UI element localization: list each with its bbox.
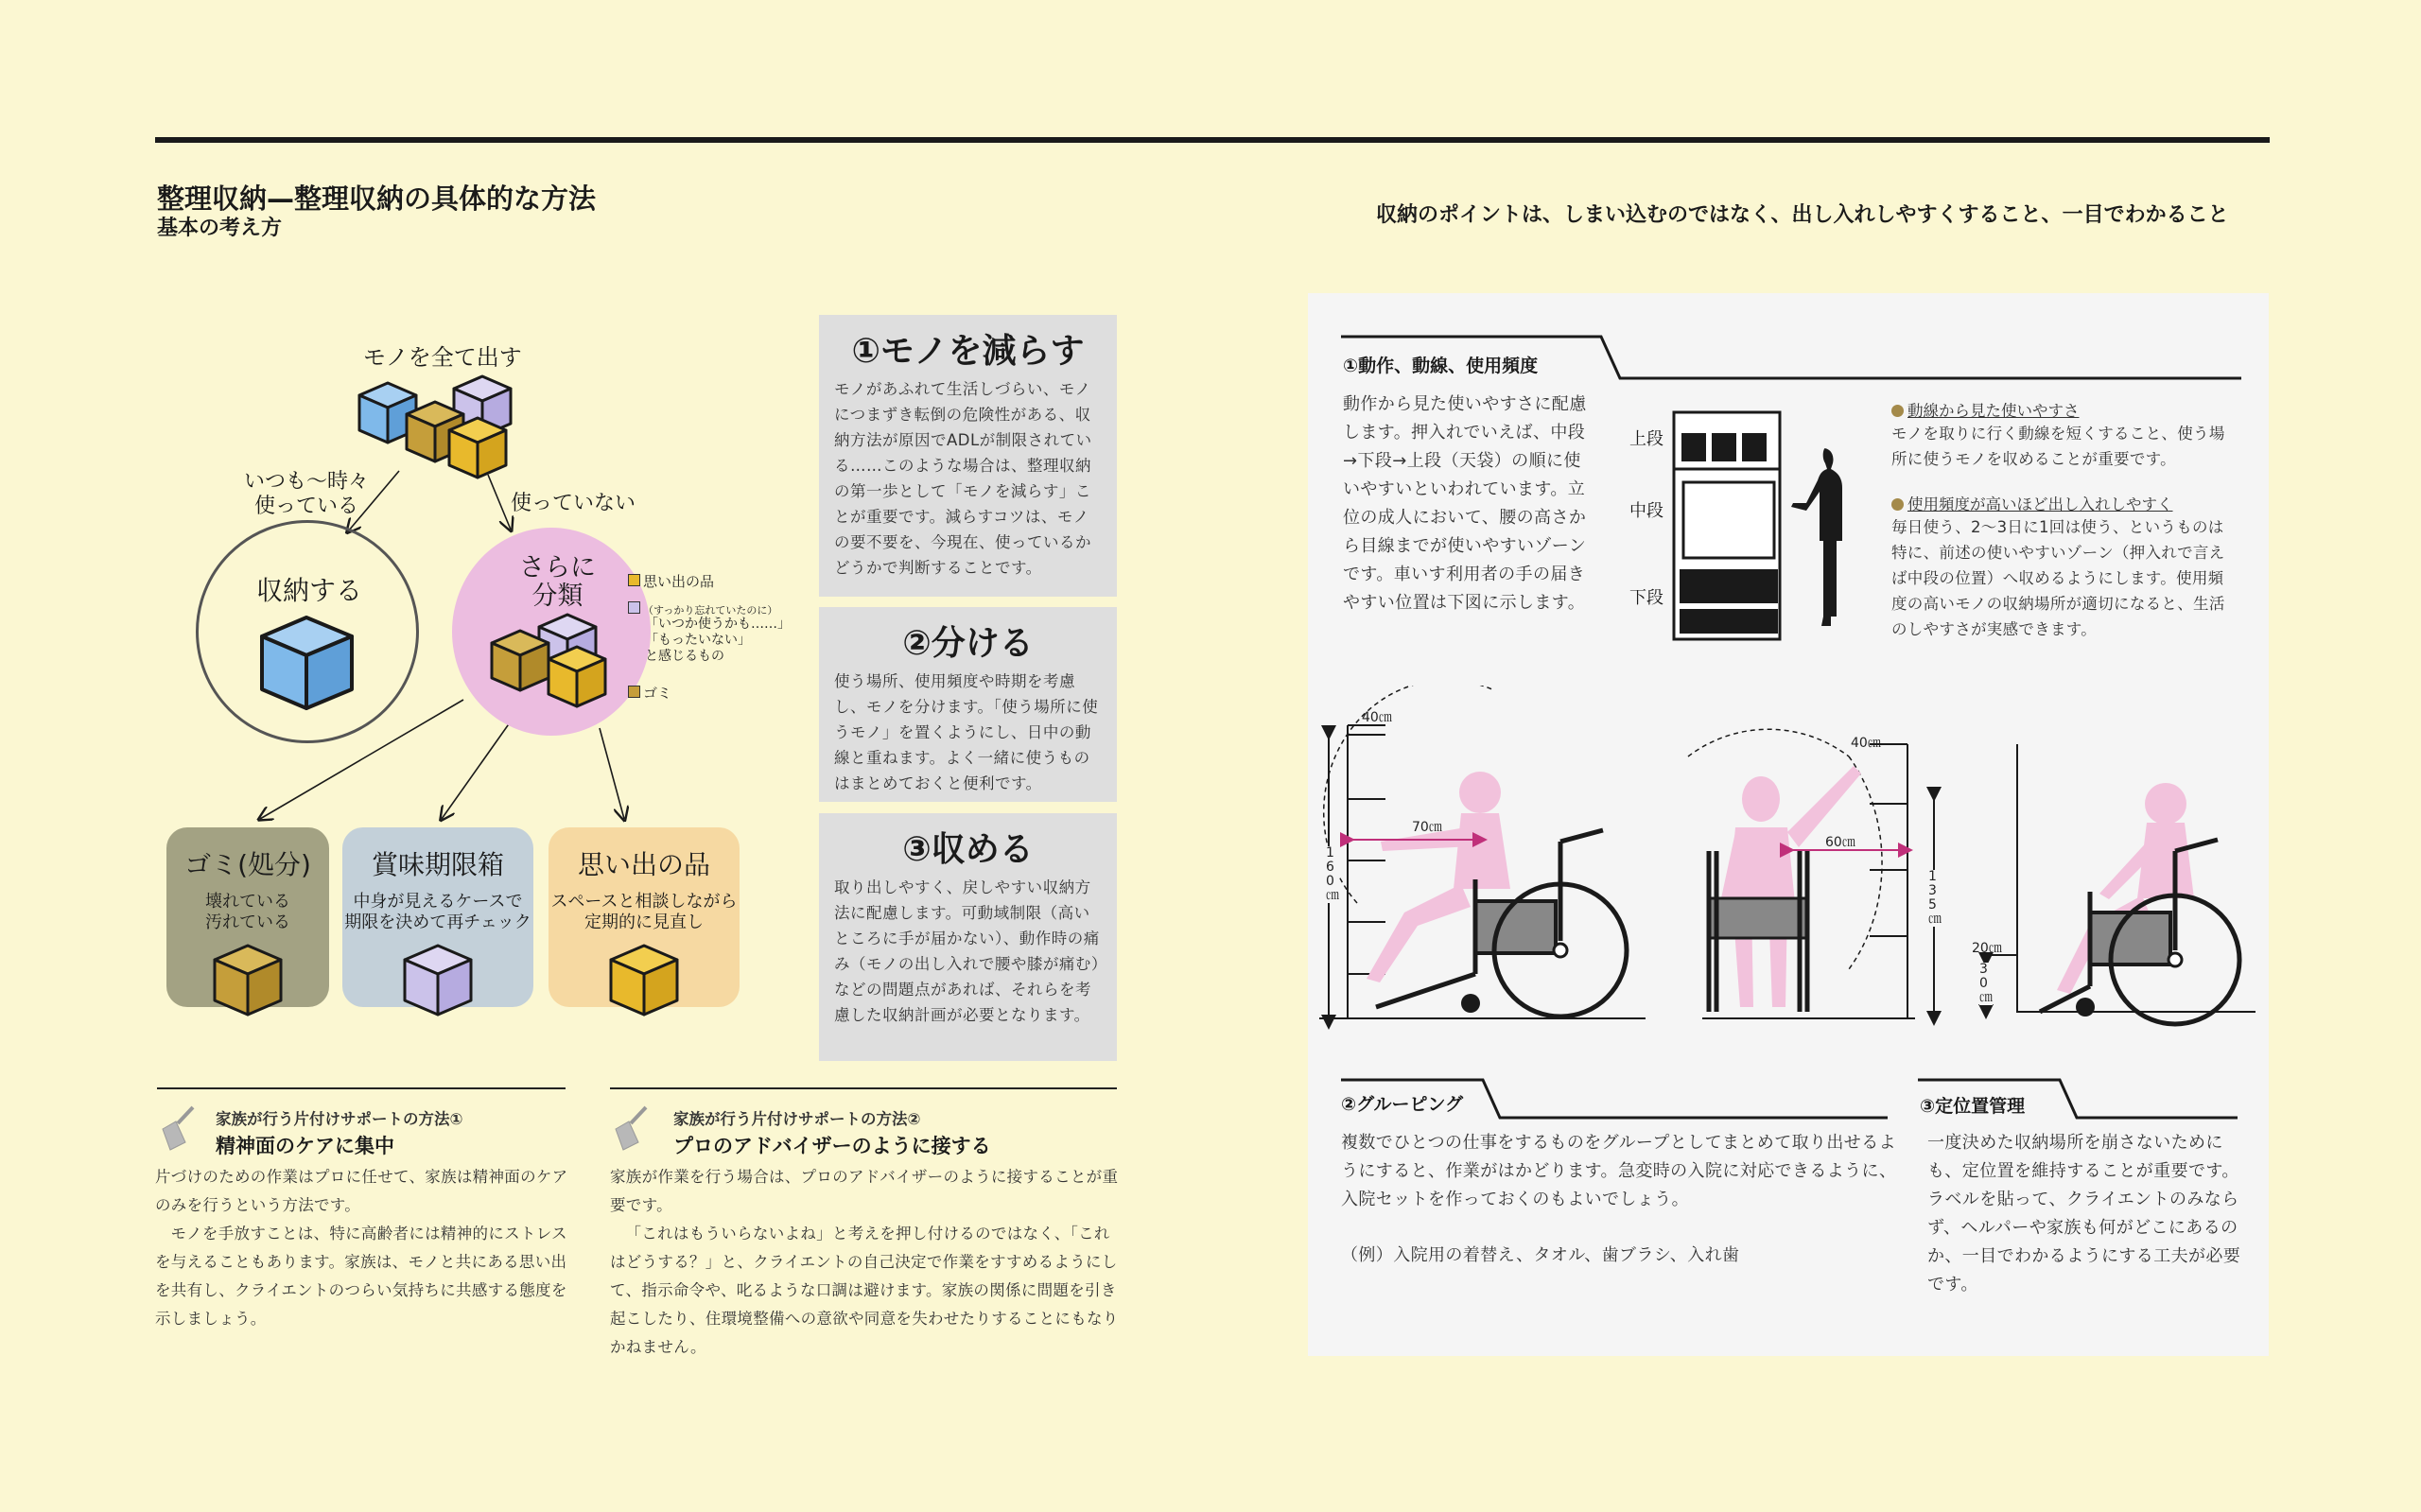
legend-forgotten-items: 「いつか使うかも……」 「もったいない」 と感じるもの xyxy=(645,617,791,664)
bullet1-head: 動線から見た使いやすさ xyxy=(1891,398,2080,421)
support2-label: 家族が行う片付けサポートの方法② xyxy=(673,1110,921,1128)
store-label: 収納する xyxy=(256,575,363,606)
support2-rule xyxy=(610,1087,1117,1089)
category-desc: スペースと相談しながら 定期的に見直し xyxy=(550,892,738,932)
dim-70: 70㎝ xyxy=(1412,820,1442,835)
category-title: 思い出の品 xyxy=(577,849,710,880)
bullet-dot-icon xyxy=(1891,498,1904,511)
dim-20: 20㎝ xyxy=(1972,941,2002,956)
unused-label: 使っていない xyxy=(511,492,636,515)
legend-trash: ゴミ xyxy=(628,683,671,703)
closet-figure xyxy=(1672,407,1852,652)
dim-135: 135㎝ xyxy=(1928,869,1942,927)
shelf-middle-label: 中段 xyxy=(1629,501,1663,521)
category-title: 賞味期限箱 xyxy=(371,849,504,880)
step-separate xyxy=(819,607,1117,802)
step-text: モノがあふれて生活しづらい、モノにつまずき転倒の危険性がある、収納方法が原因でADLが制限されている……このような場合は、整理収納の第一歩として「モノを減らす」ことが重要です。減らすコツは、モノの要不要を、今現在、使っているかどうかで判断することです。 xyxy=(834,380,1092,577)
wheelchair-reach-figure xyxy=(1319,686,2256,1035)
legend-forgotten-note: （すっかり忘れていたのに） xyxy=(628,601,777,617)
step-text: 使う場所、使用頻度や時期を考慮し、モノを分けます。「使う場所に使うモノ」を置くようにし、日中の動線と重ねます。よく一緒に使うものはまとめておくと便利です。 xyxy=(834,672,1099,792)
category-title: ゴミ(処分) xyxy=(184,849,311,880)
step-title: ③収める xyxy=(902,830,1034,869)
shelf-upper-label: 上段 xyxy=(1629,429,1663,449)
category-trash xyxy=(166,827,329,1007)
shelf-lower-label: 下段 xyxy=(1629,588,1663,608)
gold-cube-icon xyxy=(210,941,286,1020)
dim-160: 160㎝ xyxy=(1326,845,1339,903)
step-store xyxy=(819,813,1117,1061)
classify-label: さらに 分類 xyxy=(519,553,596,611)
yellow-cube-icon xyxy=(606,941,682,1020)
legend-memories: 思い出の品 xyxy=(628,571,714,591)
category-desc: 壊れている 汚れている xyxy=(205,892,290,932)
support1-body: 片づけのための作業はプロに任せて、家族は精神面のケアのみを行うという方法です。 モノを手放すことは、特に高齢者には精神的にストレスを与えることもあります。家族は、モノと共にある思い出を共有し、クライエントのつらい気持ちに共感する態度を示しましょう。 xyxy=(155,1168,568,1328)
bullet2-text: 毎日使う、2〜3日に1回は使う、というものは特に、前述の使いやすいゾーン（押入れで言えば中段の位置）へ収めるようにします。使用頻度の高いモノの収納場所が適切になると、生活のしやすさが実感できます。 xyxy=(1891,518,2225,638)
classify-cubes-icon xyxy=(487,610,619,723)
step-title: ②分ける xyxy=(902,624,1034,663)
support2-body: 家族が作業を行う場合は、プロのアドバイザーのように接することが重要です。 「これはもういらないよね」と考えを押し付けるのではなく、「これはどうする？」と、クライエントの自己決定で作業をすすめるようにして、指示命令や、叱るような口調は避けます。家族の関係に問題を引き起こしたり、住環境整備への意欲や同意を失わせたりすることにもなりかねません。 xyxy=(610,1168,1119,1356)
support1-rule xyxy=(157,1087,566,1089)
page-subtitle: 基本の考え方 xyxy=(157,217,283,240)
support1-title: 精神面のケアに集中 xyxy=(216,1135,394,1157)
bullet2-head: 使用頻度が高いほど出し入れしやすく xyxy=(1891,492,2173,514)
sec1-title: ①動作、動線、使用頻度 xyxy=(1343,356,1539,376)
right-heading: 収納のポイントは、しまい込むのではなく、出し入れしやすくすること、一目でわかること xyxy=(1376,203,2229,227)
broom-icon xyxy=(157,1104,197,1152)
take-out-label: モノを全て出す xyxy=(363,344,522,371)
sec1-body: 動作から見た使いやすさに配慮します。押入れでいえば、中段→下段→上段（天袋）の順に使いやすいといわれています。立位の成人において、腰の高さから目線までが使いやすいゾーンです。車いす利用者の手の届きやすい位置は下図に示します。 xyxy=(1343,394,1587,613)
blue-cube-icon xyxy=(257,610,357,714)
used-label: いつも〜時々 使っている xyxy=(244,470,370,518)
step-text: 取り出しやすく、戻しやすい収納方法に配慮します。可動域制限（高いところに手が届かない）、動作時の痛み（モノの出し入れで腰や膝が痛む）などの問題点があれば、それらを考慮した収納計画が必要となります。 xyxy=(834,878,1100,1024)
dim-60: 60㎝ xyxy=(1825,835,1855,850)
sec2-title: ②グルーピング xyxy=(1341,1094,1464,1115)
bullet-dot-icon xyxy=(1891,405,1904,417)
support2-title: プロのアドバイザーのように接する xyxy=(673,1135,991,1157)
dim-30: 30㎝ xyxy=(1979,962,1993,1005)
dim-40a: 40㎝ xyxy=(1362,710,1392,725)
broom-icon xyxy=(610,1104,650,1152)
sec2-body: 複数でひとつの仕事をするものをグループとしてまとめて取り出せるようにすると、作業がはかどります。急変時の入院に対応できるように、入院セットを作っておくのもよいでしょう。 xyxy=(1341,1133,1897,1209)
sec3-title: ③定位置管理 xyxy=(1920,1096,2026,1117)
step-reduce xyxy=(819,315,1117,597)
bullet1-text: モノを取りに行く動線を短くすること、使う場所に使うモノを収めることが重要です。 xyxy=(1891,425,2225,468)
top-rule xyxy=(155,137,2270,143)
category-desc: 中身が見えるケースで 期限を決めて再チェック xyxy=(344,892,531,932)
sec2-example: （例）入院用の着替え、タオル、歯ブラシ、入れ歯 xyxy=(1341,1245,1740,1265)
sec3-body: 一度決めた収納場所を崩さないためにも、定位置を維持することが重要です。ラベルを貼って、クライエントのみならず、ヘルパーや家族も何がどこにあるのか、一目でわかるようにする工夫が必要です。 xyxy=(1927,1133,2241,1295)
step-title: ①モノを減らす xyxy=(851,332,1085,371)
support1-label: 家族が行う片付けサポートの方法① xyxy=(216,1110,463,1128)
dim-40b: 40㎝ xyxy=(1851,736,1881,751)
page-title: 整理収納—整理収納の具体的な方法 xyxy=(157,182,597,215)
category-expiry xyxy=(342,827,533,1007)
category-memories xyxy=(549,827,740,1007)
lavender-cube-icon xyxy=(400,941,476,1020)
